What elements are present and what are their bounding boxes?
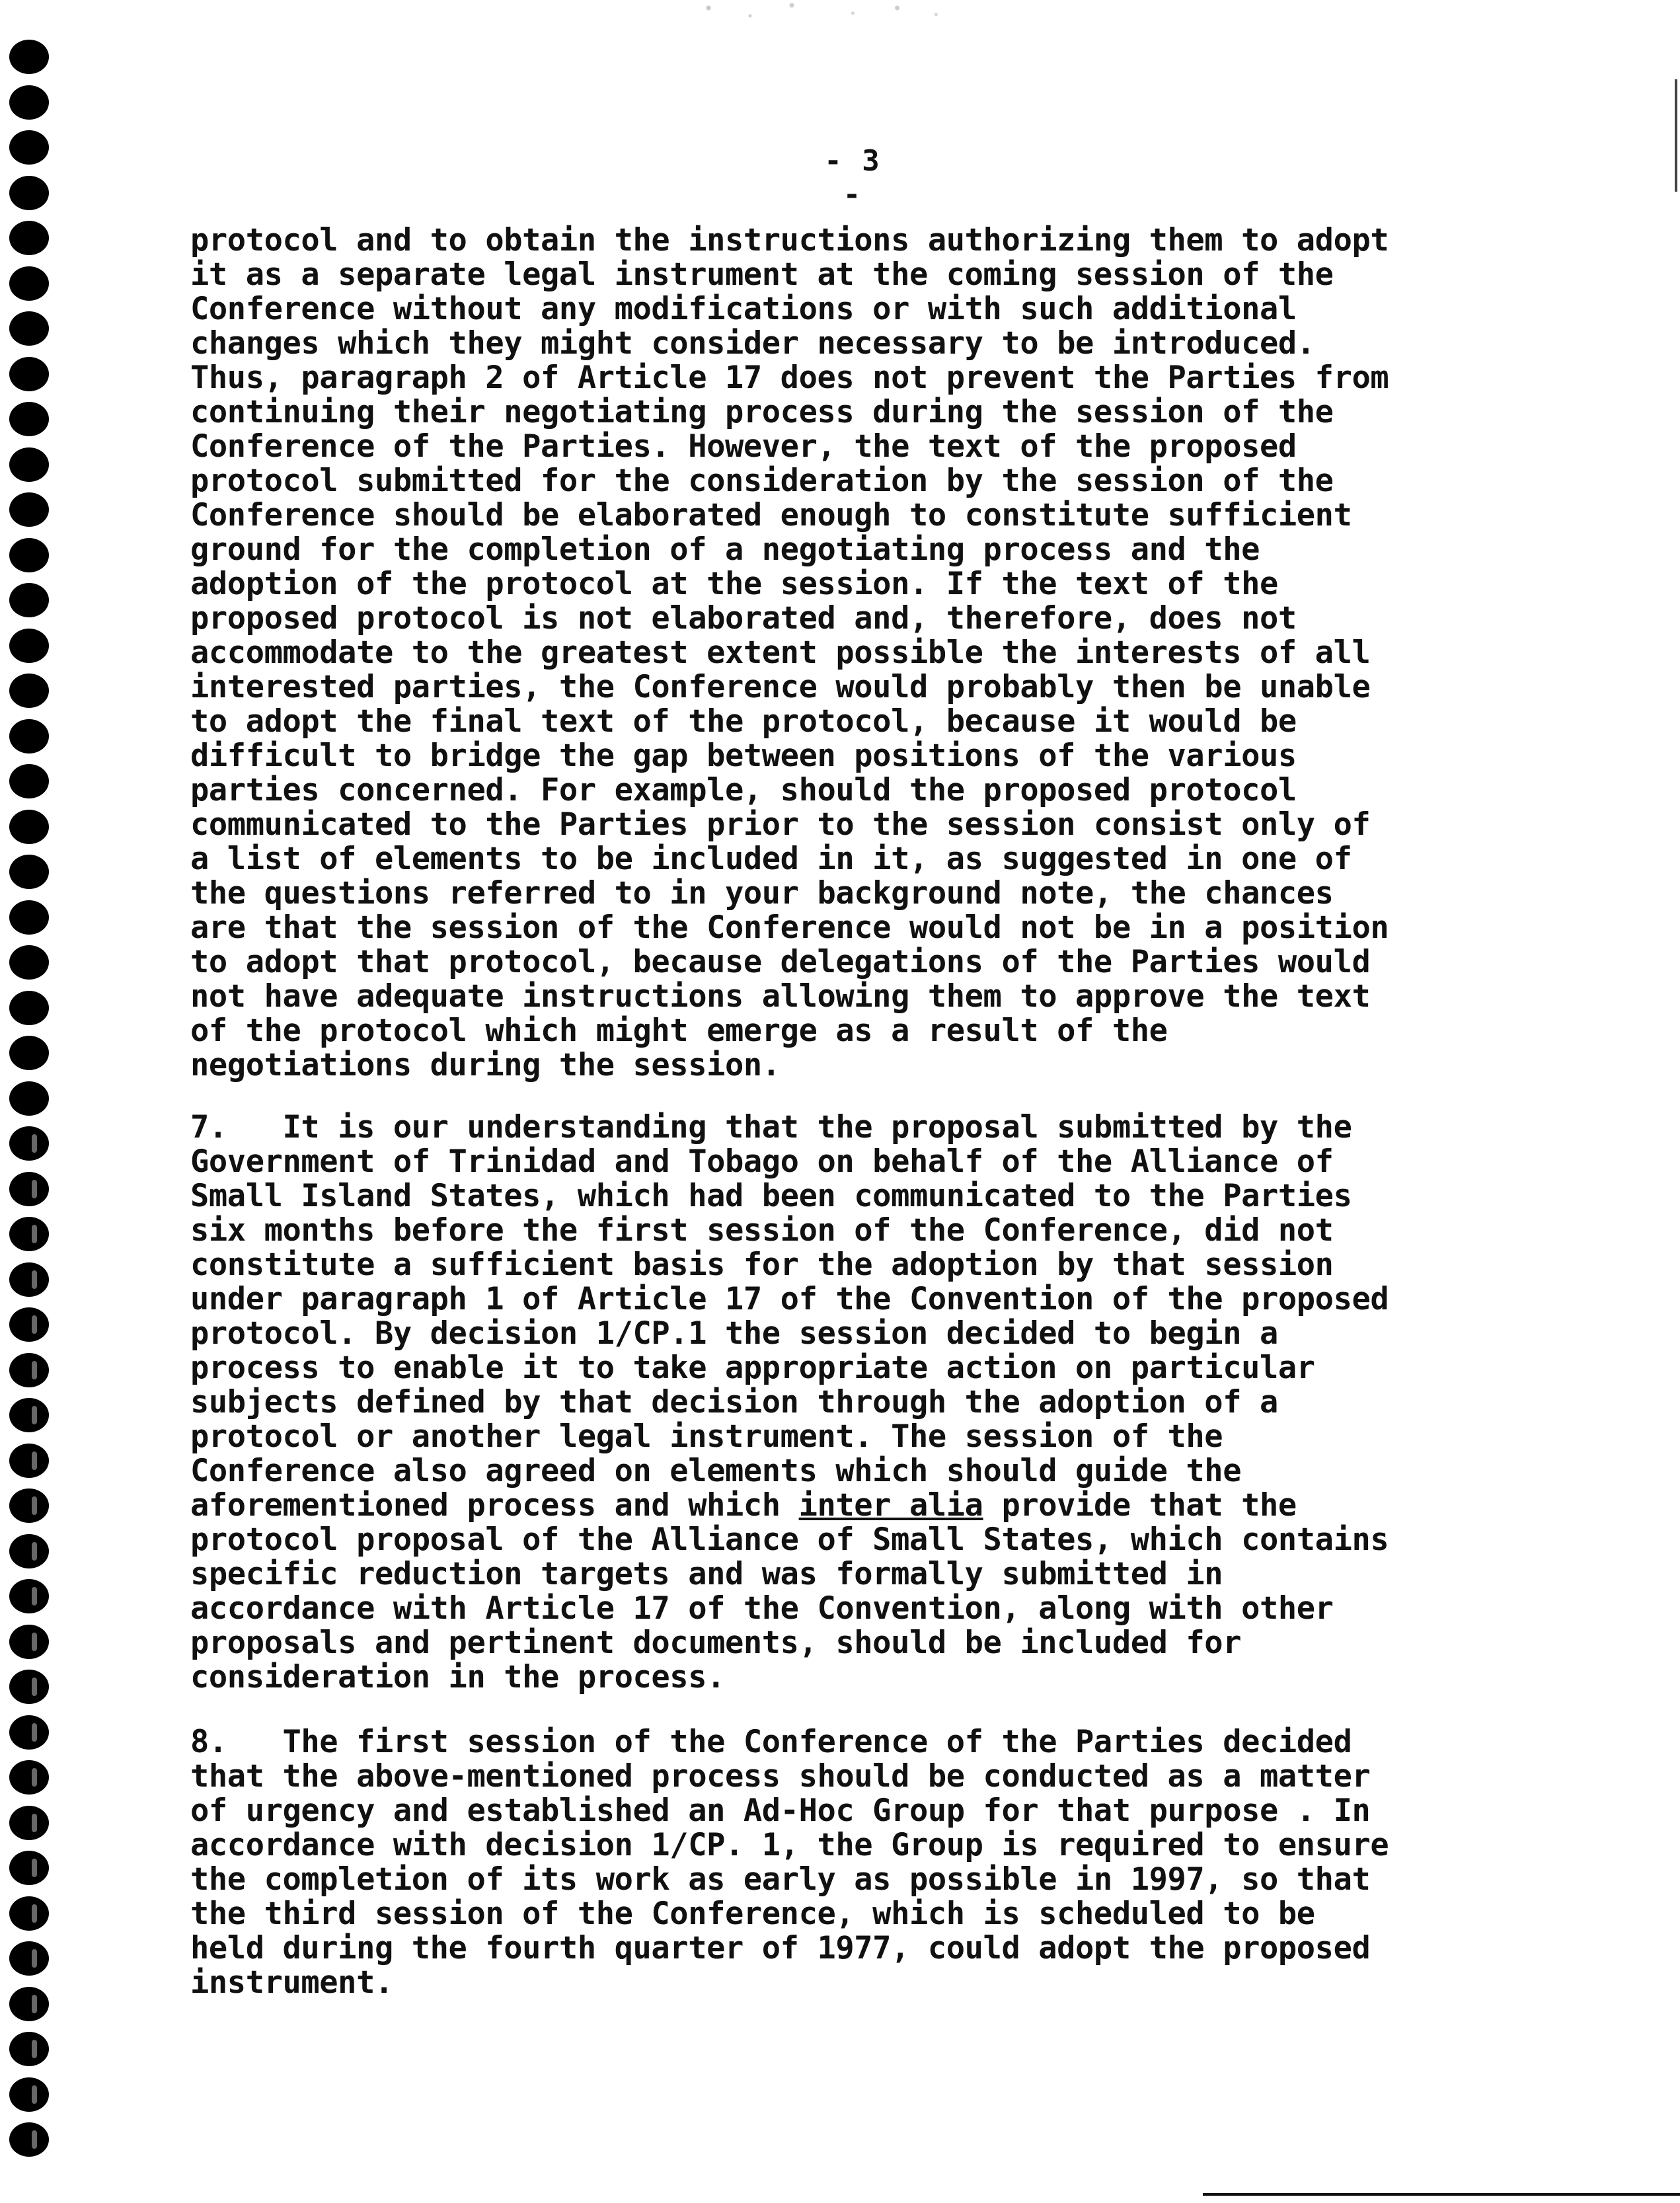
text-line: proposals and pertinent documents, should be included for [190, 1625, 1242, 1661]
text-line: 7. It is our understanding that the proposal submitted by the [190, 1109, 1352, 1145]
text-line: the completion of its work as early as possible in 1997, so that [190, 1861, 1371, 1898]
punch-hole [9, 2032, 49, 2066]
text-line: interested parties, the Conference would probably then be unable [190, 669, 1371, 705]
text-line: of urgency and established an Ad-Hoc Group for that purpose . In [190, 1793, 1371, 1829]
punch-hole [9, 945, 49, 980]
punch-hole [9, 674, 49, 708]
text-line: ground for the completion of a negotiating process and the [190, 531, 1260, 568]
underlined-term: inter alia [798, 1487, 983, 1524]
punch-hole [9, 1307, 49, 1342]
punch-hole [9, 1987, 49, 2021]
page-number: - 3 - [824, 144, 881, 212]
punch-hole [9, 266, 49, 301]
punch-hole [9, 1579, 49, 1613]
text-line: Conference also agreed on elements which should guide the [190, 1453, 1242, 1489]
text-line: adoption of the protocol at the session. If the text of the [190, 566, 1278, 602]
punch-hole [9, 1715, 49, 1750]
text-segment: aforementioned process and which [190, 1487, 799, 1524]
text-line: difficult to bridge the gap between positions of the various [190, 738, 1297, 774]
punch-hole [9, 176, 49, 210]
text-line: Government of Trinidad and Tobago on behalf of the Alliance of [190, 1143, 1334, 1180]
punch-hole [9, 1126, 49, 1161]
text-line: continuing their negotiating process during the session of the [190, 394, 1334, 430]
punch-hole [9, 447, 49, 482]
punch-hole [9, 221, 49, 255]
text-line: instrument. [190, 1964, 393, 2001]
punch-hole [9, 130, 49, 165]
text-line: accordance with Article 17 of the Convention, along with other [190, 1590, 1334, 1627]
text-line: consideration in the process. [190, 1659, 725, 1695]
text-line: to adopt the final text of the protocol, because it would be [190, 703, 1297, 740]
text-line: Conference of the Parties. However, the text of the proposed [190, 428, 1297, 465]
paragraph-continuation [190, 223, 1552, 1083]
text-line: to adopt that protocol, because delegations of the Parties would [190, 944, 1371, 980]
punch-hole [9, 311, 49, 346]
punch-hole [9, 1444, 49, 1478]
text-line: changes which they might consider necessary to be introduced. [190, 325, 1315, 362]
text-line: it as a separate legal instrument at the coming session of the [190, 256, 1334, 293]
punch-hole [9, 1172, 49, 1206]
punch-hole [9, 492, 49, 527]
punch-hole [9, 1262, 49, 1297]
text-line: Thus, paragraph 2 of Article 17 does not prevent the Parties from [190, 360, 1389, 396]
punch-hole [9, 1081, 49, 1116]
text-line: a list of elements to be included in it, as suggested in one of [190, 841, 1352, 877]
text-line: proposed protocol is not elaborated and, therefore, does not [190, 600, 1297, 637]
punch-hole [9, 1625, 49, 1659]
punch-hole [9, 1941, 49, 1976]
text-line: specific reduction targets and was formally submitted in [190, 1556, 1223, 1592]
paragraph-7 [190, 1110, 1552, 1695]
text-line-inter-alia [190, 1488, 1552, 1523]
punch-hole [9, 855, 49, 889]
punch-hole [9, 1670, 49, 1704]
punch-hole [9, 2077, 49, 2112]
text-line: constitute a sufficient basis for the adoption by that session [190, 1247, 1334, 1283]
punch-hole [9, 1760, 49, 1795]
punch-hole [9, 1398, 49, 1432]
text-line: protocol proposal of the Alliance of Small States, which contains [190, 1522, 1389, 1558]
text-line: that the above-mentioned process should be conducted as a matter [190, 1758, 1371, 1795]
punch-hole [9, 2122, 49, 2157]
paragraph-8 [190, 1725, 1552, 2000]
page-edge-mark [1675, 79, 1677, 192]
text-line: negotiations during the session. [190, 1047, 781, 1083]
text-line: subjects defined by that decision through the adoption of a [190, 1384, 1278, 1420]
punch-hole [9, 1806, 49, 1840]
punch-hole [9, 719, 49, 754]
text-line: under paragraph 1 of Article 17 of the Convention of the proposed [190, 1281, 1389, 1317]
punch-hole [9, 1896, 49, 1931]
text-line: held during the fourth quarter of 1977, could adopt the proposed [190, 1930, 1371, 1966]
punch-hole [9, 1217, 49, 1251]
punch-hole [9, 629, 49, 663]
text-segment: provide that the [983, 1487, 1297, 1524]
text-line: of the protocol which might emerge as a result of the [190, 1013, 1168, 1049]
punch-hole [9, 538, 49, 572]
text-line: communicated to the Parties prior to the session consist only of [190, 806, 1371, 843]
text-line: protocol or another legal instrument. The session of the [190, 1418, 1223, 1455]
text-line: Small Island States, which had been communicated to the Parties [190, 1178, 1352, 1214]
text-line: Conference should be elaborated enough to constitute sufficient [190, 497, 1352, 533]
punch-hole [9, 810, 49, 844]
text-line: parties concerned. For example, should the proposed protocol [190, 772, 1297, 808]
punched-holes [9, 40, 56, 2201]
punch-hole [9, 991, 49, 1025]
text-line: accordance with decision 1/CP. 1, the Group is required to ensure [190, 1827, 1389, 1863]
punch-hole [9, 1534, 49, 1568]
punch-hole [9, 85, 49, 120]
text-line: six months before the first session of the Conference, did not [190, 1212, 1334, 1249]
punch-hole [9, 402, 49, 436]
page-bottom-edge [1203, 2193, 1680, 2196]
punch-hole [9, 583, 49, 617]
text-line: the questions referred to in your background note, the chances [190, 875, 1334, 911]
punch-hole [9, 1851, 49, 1885]
text-line: process to enable it to take appropriate action on particular [190, 1350, 1315, 1386]
punch-hole [9, 1036, 49, 1070]
text-line: protocol submitted for the consideration by the session of the [190, 463, 1334, 499]
text-line: accommodate to the greatest extent possible the interests of all [190, 635, 1371, 671]
text-line: protocol and to obtain the instructions authorizing them to adopt [190, 222, 1389, 258]
punch-hole [9, 1353, 49, 1387]
text-line: are that the session of the Conference would not be in a position [190, 909, 1389, 946]
text-line: 8. The first session of the Conference of the Parties decided [190, 1724, 1352, 1760]
text-line: not have adequate instructions allowing them to approve the text [190, 978, 1371, 1015]
text-line: Conference without any modifications or with such additional [190, 291, 1297, 327]
text-line: the third session of the Conference, which is scheduled to be [190, 1896, 1315, 1932]
punch-hole [9, 357, 49, 391]
punch-hole [9, 900, 49, 935]
text-line: protocol. By decision 1/CP.1 the session decided to begin a [190, 1315, 1278, 1352]
punch-hole [9, 40, 49, 74]
punch-hole [9, 764, 49, 798]
scan-noise [681, 0, 958, 26]
punch-hole [9, 1488, 49, 1523]
